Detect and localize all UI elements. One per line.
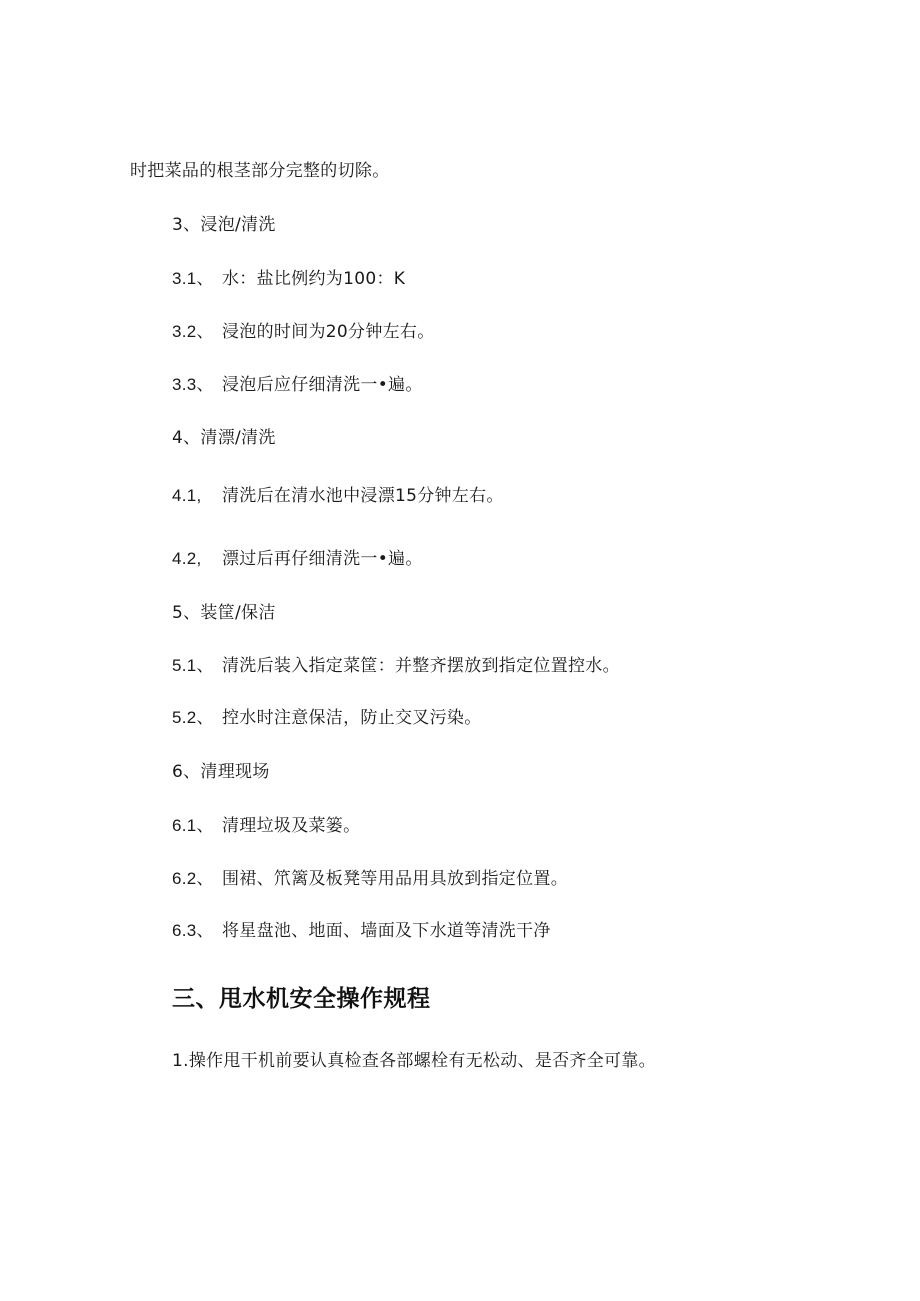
item-number: 6.2、	[172, 869, 214, 888]
list-item-4-1	[172, 485, 504, 507]
item-text: 控水时注意保洁，防止交叉污染。	[222, 708, 482, 728]
item-text: 清理垃圾及菜篓。	[222, 816, 361, 836]
item-number: 4.2,	[172, 549, 202, 568]
item-number: 3.2、	[172, 322, 214, 341]
item-text: 将星盘池、地面、墙面及下水道等清洗干净	[222, 921, 551, 941]
item-number: 3.1、	[172, 269, 214, 288]
item-number: 3.3、	[172, 375, 214, 394]
item-text: 水：盐比例约为100：K	[222, 269, 406, 289]
item-text: 清洗后装入指定菜筐：并整齐摆放到指定位置控水。	[222, 656, 620, 676]
list-item-5-2	[172, 707, 482, 729]
item-number: 6.1、	[172, 816, 214, 835]
item-text: 浸泡后应仔细清洗一•遍。	[222, 375, 423, 395]
list-item-6-3	[172, 920, 551, 942]
list-item-3-3	[172, 374, 423, 396]
intro-line: 时把菜品的根茎部分完整的切除。	[130, 161, 390, 181]
section-title-5: 5、装筐/保洁	[172, 603, 276, 623]
chapter-item-1: 1.操作甩干机前要认真检查各部螺栓有无松动、是否齐全可靠。	[172, 1051, 656, 1071]
list-item-5-1	[172, 655, 620, 677]
list-item-3-2	[172, 321, 435, 343]
item-text: 清洗后在清水池中浸漂15分钟左右。	[222, 486, 504, 506]
item-number: 6.3、	[172, 921, 214, 940]
section-title-6: 6、清理现场	[172, 762, 270, 782]
item-number: 5.2、	[172, 708, 214, 727]
item-text: 浸泡的时间为20分钟左右。	[222, 322, 435, 342]
item-number: 5.1、	[172, 656, 214, 675]
list-item-6-2	[172, 868, 568, 890]
chapter-heading: 三、甩水机安全操作规程	[172, 986, 431, 1012]
section-title-4: 4、清漂/清洗	[172, 428, 276, 448]
item-text: 围裙、笊篱及板凳等用品用具放到指定位置。	[222, 869, 568, 889]
list-item-6-1	[172, 815, 360, 837]
section-title-3: 3、浸泡/清洗	[172, 215, 276, 235]
item-number: 4.1,	[172, 486, 202, 505]
list-item-3-1	[172, 268, 405, 290]
item-text: 漂过后再仔细清洗一•遍。	[222, 549, 423, 569]
list-item-4-2	[172, 548, 423, 570]
